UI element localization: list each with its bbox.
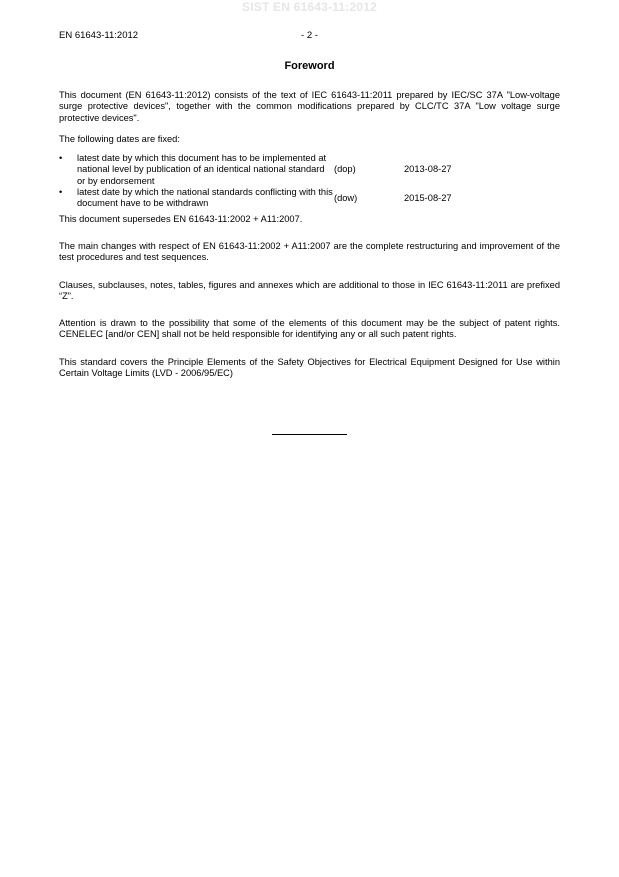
date-row-dop <box>59 153 560 187</box>
intro-paragraph: This document (EN 61643-11:2012) consists of the text of IEC 61643-11:2011 prepared by IEC/SC 37A "Low-voltage surge protective devices", together with the common modifications prepared by CLC/TC 37A "Low voltage surge protective devices". <box>59 90 560 123</box>
dates-list <box>59 153 560 209</box>
additions-paragraph: Clauses, subclauses, notes, tables, figures and annexes which are additional to those in IEC 61643-11:2011 are prefixed “Z”. <box>59 279 560 301</box>
lvd-paragraph: This standard covers the Principle Elements of the Safety Objectives for Electrical Equipment Designed for Use within Certain Voltage Limits (LVD - 2006/95/EC) <box>59 356 560 379</box>
date-value: 2013-08-27 <box>404 164 452 175</box>
page-number: - 2 - <box>301 30 318 41</box>
watermark: SIST EN 61643-11:2012 <box>242 0 377 14</box>
date-description: latest date by which the national standards conflicting with this document have to be withdrawn <box>77 187 333 209</box>
bullet-icon: • <box>59 187 63 198</box>
closing-rule <box>272 434 347 435</box>
changes-paragraph: The main changes with respect of EN 61643-11:2002 + A11:2007 are the complete restructuring and improvement of the test procedures and test sequences. <box>59 240 560 263</box>
date-value: 2015-08-27 <box>404 192 452 203</box>
supersedes-paragraph: This document supersedes EN 61643-11:2002 + A11:2007. <box>59 213 303 224</box>
date-description: latest date by which this document has to be implemented at national level by publication of an identical national standard or by endorsement <box>77 153 327 186</box>
date-row-dow <box>59 187 560 210</box>
document-id: EN 61643-11:2012 <box>59 30 139 41</box>
date-abbreviation: (dow) <box>334 192 358 203</box>
date-abbreviation: (dop) <box>334 164 356 175</box>
bullet-icon: • <box>59 153 63 164</box>
page-title: Foreword <box>284 60 335 72</box>
foreword-body <box>59 90 560 389</box>
patents-paragraph: Attention is drawn to the possibility that some of the elements of this document may be the subject of patent rights. CENELEC [and/or CEN] shall not be held responsible for identifying any or all such patent rights. <box>59 318 560 340</box>
dates-intro: The following dates are fixed: <box>59 133 180 144</box>
